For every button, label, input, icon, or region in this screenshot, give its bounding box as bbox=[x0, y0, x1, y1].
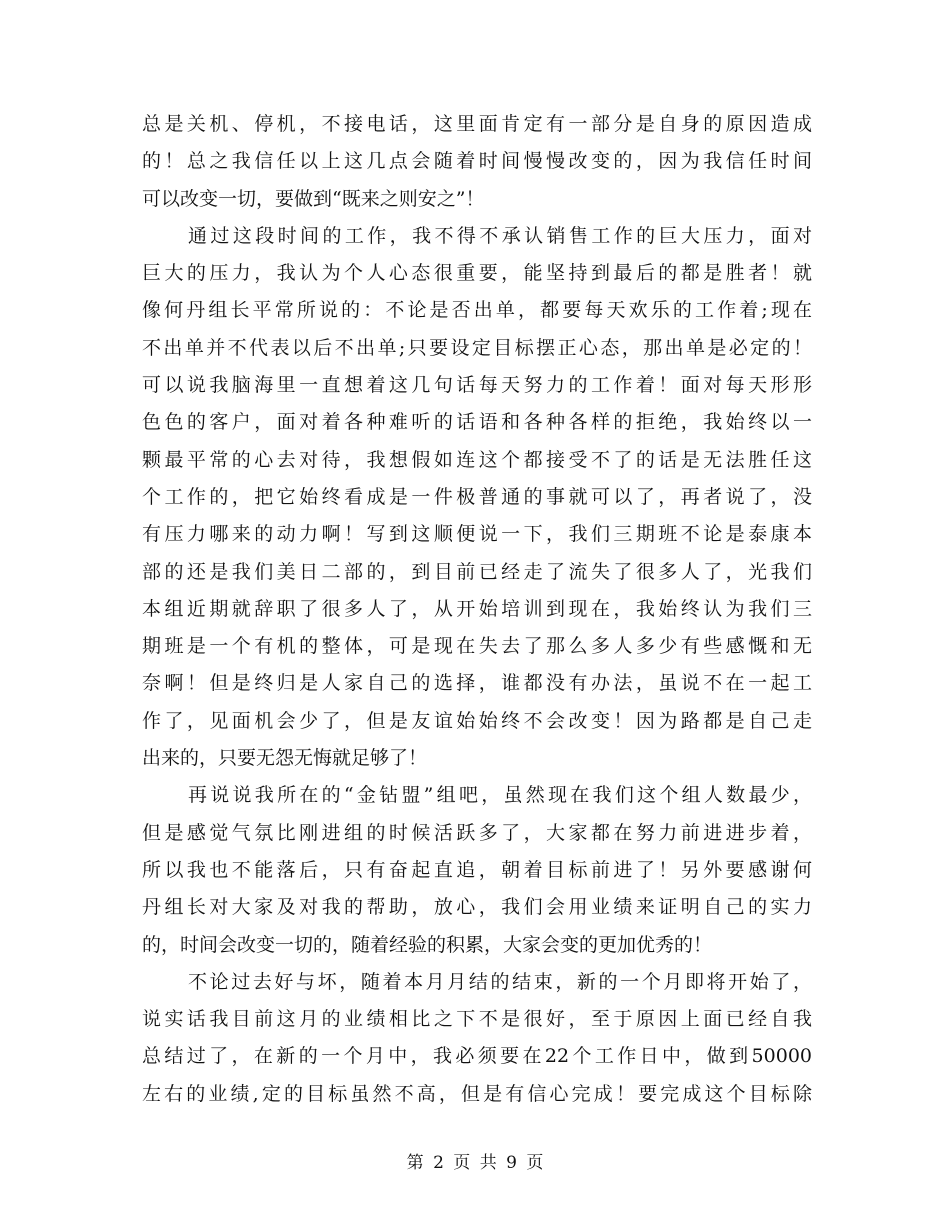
text-line: 本组近期就辞职了很多人了，从开始培训到现在，我始终认为我们三 bbox=[142, 597, 812, 620]
text-line: 个工作的，把它始终看成是一件极普通的事就可以了，再者说了，没 bbox=[142, 485, 812, 508]
text-line: 有压力哪来的动力啊！写到这顺便说一下，我们三期班不论是泰康本 bbox=[142, 523, 812, 546]
text-line: 不论过去好与坏，随着本月月结的结束，新的一个月即将开始了， bbox=[188, 970, 812, 993]
text-line: 出来的，只要无怨无悔就足够了！ bbox=[142, 747, 428, 770]
text-line: 但是感觉气氛比刚进组的时候活跃多了，大家都在努力前进进步着， bbox=[142, 821, 812, 844]
body-text bbox=[142, 106, 812, 1113]
text-line: 可以说我脑海里一直想着这几句话每天努力的工作着！面对每天形形 bbox=[142, 374, 812, 397]
text-line: 作了，见面机会少了，但是友谊始始终不会改变！因为路都是自己走 bbox=[142, 709, 812, 732]
text-line: 再说说我所在的“金钻盟”组吧，虽然现在我们这个组人数最少， bbox=[188, 784, 812, 807]
text-line: 说实话我目前这月的业绩相比之下不是很好，至于原因上面已经自我 bbox=[142, 1008, 812, 1031]
text-line: 颗最平常的心去对待，我想假如连这个都接受不了的话是无法胜任这 bbox=[142, 448, 812, 471]
text-line: 的，时间会改变一切的，随着经验的积累，大家会变的更加优秀的！ bbox=[142, 933, 713, 956]
text-line: 丹组长对大家及对我的帮助，放心，我们会用业绩来证明自己的实力 bbox=[142, 896, 812, 919]
text-line: 左右的业绩,定的目标虽然不高，但是有信心完成！要完成这个目标除 bbox=[142, 1082, 812, 1105]
page-footer: 第 2 页 共 9 页 bbox=[406, 1153, 544, 1173]
text-line: 总是关机、停机，不接电话，这里面肯定有一部分是自身的原因造成 bbox=[142, 113, 812, 135]
text-line: 巨大的压力，我认为个人心态很重要，能坚持到最后的都是胜者！就 bbox=[142, 262, 812, 285]
text-line: 可以改变一切，要做到“既来之则安之”！ bbox=[142, 187, 485, 210]
text-line: 不出单并不代表以后不出单;只要设定目标摆正心态，那出单是必定的！ bbox=[142, 336, 812, 359]
text-line: 所以我也不能落后，只有奋起直追，朝着目标前进了！另外要感谢何 bbox=[142, 858, 812, 881]
text-line: 色色的客户，面对着各种难听的话语和各种各样的拒绝，我始终以一 bbox=[142, 411, 812, 434]
text-line: 部的还是我们美日二部的，到目前已经走了流失了很多人了，光我们 bbox=[142, 560, 812, 583]
text-line: 期班是一个有机的整体，可是现在失去了那么多人多少有些感慨和无 bbox=[142, 635, 812, 658]
text-line: 通过这段时间的工作，我不得不承认销售工作的巨大压力，面对 bbox=[188, 224, 812, 247]
text-line: 像何丹组长平常所说的：不论是否出单，都要每天欢乐的工作着;现在 bbox=[142, 299, 812, 322]
text-line: 总结过了，在新的一个月中，我必须要在22个工作日中，做到50000 bbox=[142, 1045, 812, 1068]
text-line: 奈啊！但是终归是人家自己的选择，谁都没有办法，虽说不在一起工 bbox=[142, 672, 812, 695]
text-line: 的！总之我信任以上这几点会随着时间慢慢改变的，因为我信任时间 bbox=[142, 150, 812, 173]
